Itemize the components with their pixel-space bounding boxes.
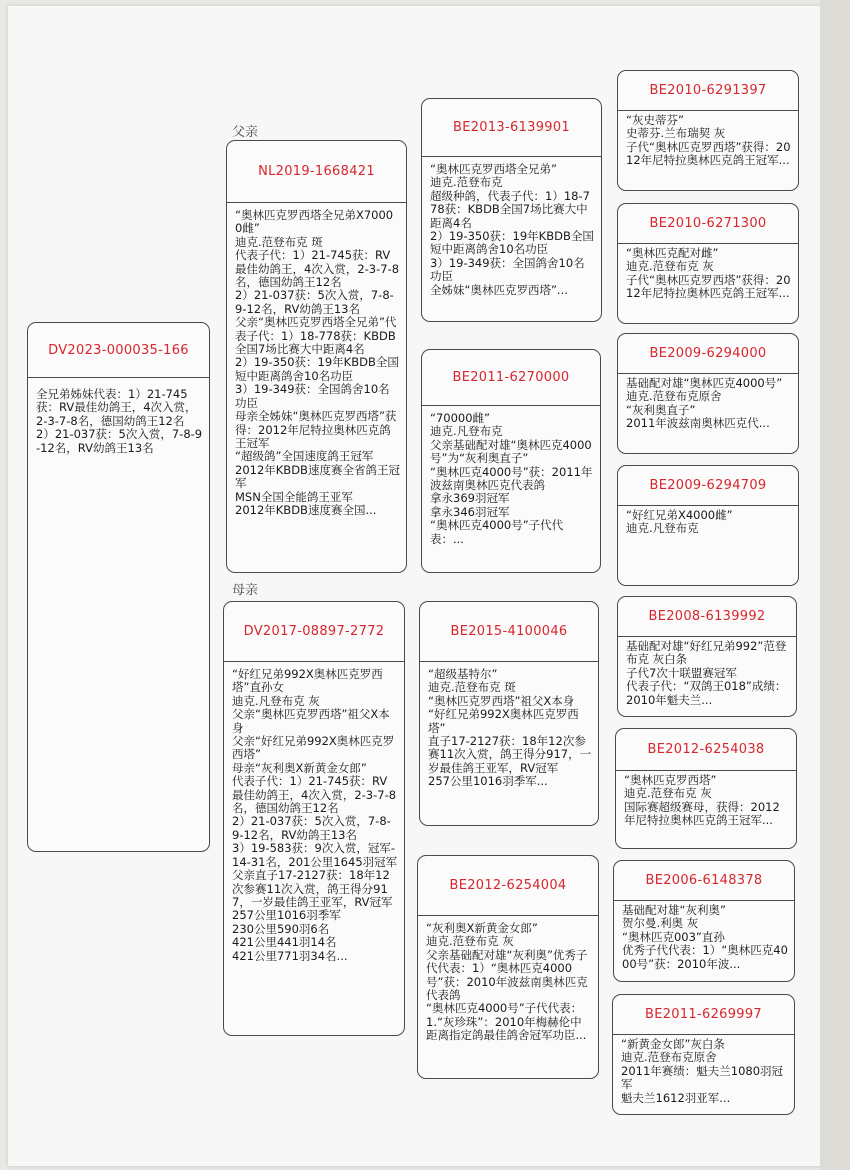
mmm-card	[612, 994, 795, 1115]
mf-ring: BE2015-4100046	[420, 602, 598, 662]
ff-ring: BE2013-6139901	[422, 99, 601, 157]
mm-card	[417, 855, 599, 1079]
fm-ring: BE2011-6270000	[422, 350, 600, 406]
mff-card	[617, 596, 797, 717]
fff-ring: BE2010-6291397	[618, 71, 798, 111]
fmf-card	[617, 333, 799, 454]
fmm-text: “好红兄弟X4000雌” 迪克.凡登布克	[626, 508, 733, 536]
father-text: “奥林匹克罗西塔全兄弟X70000雌” 迪克.范登布克 斑 代表子代：1）21-745获：RV最佳幼鸽王，4次入赏，2-3-7-8名，德国幼鸽王12名 2）21-037获：5次入赏，7-8-9-12名，RV幼鸽王13名 父亲“奥林匹克罗西塔全兄弟”代表子代：1）18-778获：KBDB全国7场比赛大中距离4名 2）19-350获：19年KBDB全国短中距离鸽舍10名功臣 3）19-349获：全国鸽舍10名功臣 母亲全姊妹“奥林匹克罗西塔”获得：2012年尼特拉奥林匹克鸽王冠军 “超级鸽”全国速度鸽王冠军 2012年KBDB速度赛全省鸽王冠军 MSN全国全能鸽王亚军 2012年KBDB速度赛全国...	[235, 208, 400, 517]
fmm-ring: BE2009-6294709	[618, 466, 798, 506]
mfm-ring: BE2012-6254038	[616, 729, 796, 771]
fff-text: “灰史蒂芬” 史蒂芬.兰布瑞契 灰 子代“奥林匹克罗西塔”获得：2012年尼特拉奥林匹克鸽王冠军...	[626, 113, 791, 168]
page-edge	[820, 0, 850, 1170]
subject-text: 全兄弟姊妹代表：1）21-745获：RV最佳幼鸽王，4次入赏，2-3-7-8名，德国幼鸽王12名 2）21-037获：5次入赏，7-8-9-12名，RV幼鸽王13名	[36, 387, 203, 455]
ff-text: “奥林匹克罗西塔全兄弟” 迪克.范登布克 超级种鸽，代表子代：1）18-778获：KBDB全国7场比赛大中距离4名 2）19-350获：19年KBDB全国短中距离鸽舍10名功臣 3）19-349获：全国鸽舍10名功臣 全姊妹“奥林匹克罗西塔”...	[430, 162, 594, 297]
mmm-ring: BE2011-6269997	[613, 995, 794, 1035]
subject-card	[27, 322, 210, 852]
mmf-text: 基础配对雄“灰利奥” 贺尔曼.利奥 灰 “奥林匹克003”直孙 优秀子代代表：1）“奥林匹克4000号”获：2010年波...	[622, 903, 788, 971]
father-card	[226, 140, 407, 573]
ff-card	[421, 98, 602, 322]
mother-ring: DV2017-08897-2772	[224, 602, 404, 662]
mmf-ring: BE2006-6148378	[614, 861, 794, 901]
mm-ring: BE2012-6254004	[418, 856, 598, 916]
mfm-text: “奥林匹克罗西塔” 迪克.范登布克 灰 国际赛超级赛母，获得：2012年尼特拉奥林匹克鸽王冠军...	[624, 773, 780, 828]
fm-text: “70000雌” 迪克.凡登布克 父亲基础配对雄“奥林匹克4000号”为“灰利奥直子” “奥林匹克4000号”获：2011年波兹南奥林匹克代表鸽 拿永369羽冠军 拿永346羽冠军 “奥林匹克4000号”子代代表：...	[430, 411, 593, 546]
fmf-ring: BE2009-6294000	[618, 334, 798, 374]
mother-label: 母亲	[232, 583, 259, 598]
mother-card	[223, 601, 405, 1036]
fmm-card	[617, 465, 799, 586]
subject-ring: DV2023-000035-166	[28, 323, 209, 378]
father-label: 父亲	[232, 125, 259, 140]
mf-card	[419, 601, 599, 826]
mmm-text: “新黄金女郎”灰白条 迪克.范登布克原舍 2011年赛绩：魁夫兰1080羽冠军 魁夫兰1612羽亚军...	[621, 1037, 784, 1105]
ffm-text: “奥林匹克配对雌” 迪克.范登布克 灰 子代“奥林匹克罗西塔”获得：2012年尼特拉奥林匹克鸽王冠军...	[626, 246, 791, 301]
fm-card	[421, 349, 601, 573]
mmf-card	[613, 860, 795, 982]
mm-text: “灰利奥X新黄金女郎” 迪克.范登布克 灰 父亲基础配对雄“灰利奥”优秀子代代表：1）“奥林匹克4000号”获：2010年波兹南奥林匹克代表鸽 “奥林匹克4000号”子代代表：1.“灰珍珠”：2010年梅赫伦中距离指定鸽最佳鸽舍冠军功臣...	[426, 921, 588, 1043]
mother-text: “好红兄弟992X奥林匹克罗西塔”直孙女 迪克.凡登布克 灰 父亲“奥林匹克罗西塔”祖父X本身 父亲“好红兄弟992X奥林匹克罗西塔” 母亲“灰利奥X新黄金女郎” 代表子代：1）21-745获：RV最佳幼鸽王，4次入赏，2-3-7-8名，德国幼鸽王12名 2）21-037获：5次入赏，7-8-9-12名，RV幼鸽王13名 3）19-583获：9次入赏，冠军-14-31名，201公里1645羽冠军 父亲直子17-2127获：18年12次参赛11次入赏，鸽王得分917，一岁最佳鸽王亚军，RV冠军 257公里1016羽季军 230公里590羽6名 421公里441羽14名 421公里771羽34名...	[232, 667, 398, 963]
ffm-ring: BE2010-6271300	[618, 204, 798, 244]
ffm-card	[617, 203, 799, 324]
mfm-card	[615, 728, 797, 849]
mff-ring: BE2008-6139992	[618, 597, 796, 637]
fff-card	[617, 70, 799, 191]
mff-text: 基础配对雄“好红兄弟992”范登布克 灰白条 子代7次十联盟赛冠军 代表子代：“双鸽王018”成绩：2010年魁夫兰...	[626, 639, 787, 707]
father-ring: NL2019-1668421	[227, 141, 406, 203]
mf-text: “超级基特尔” 迪克.范登布克 斑 “奥林匹克罗西塔”祖父X本身 “好红兄弟992X奥林匹克罗西塔” 直子17-2127获：18年12次参赛11次入赏，鸽王得分917，一岁最佳鸽王亚军，RV冠军 257公里1016羽季军...	[428, 667, 592, 789]
fmf-text: 基础配对雄“奥林匹克4000号” 迪克.范登布克原舍 “灰利奥直子” 2011年波兹南奥林匹克代...	[626, 376, 783, 431]
